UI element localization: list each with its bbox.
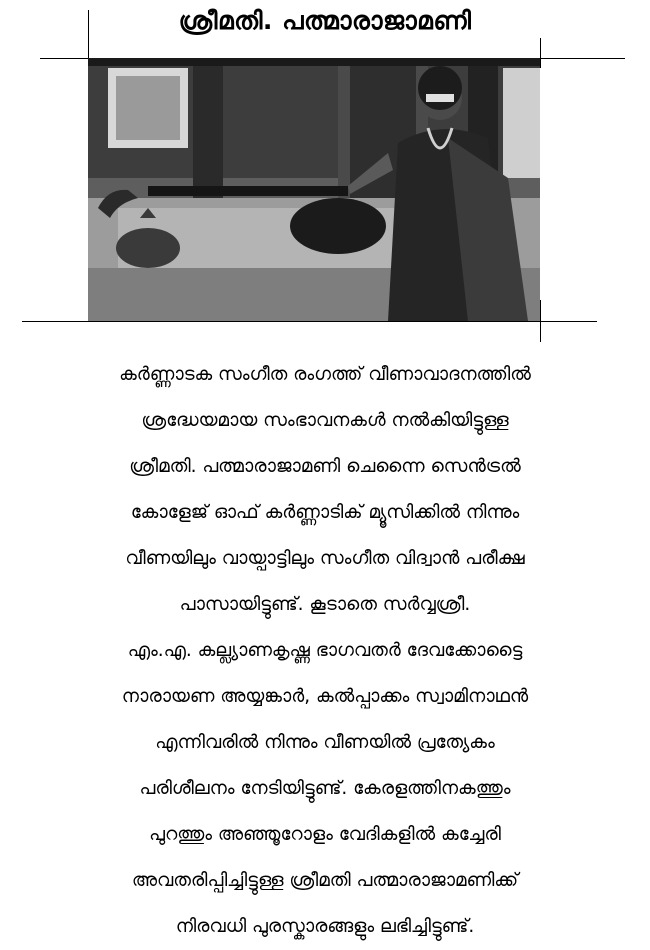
paragraph-line: കർണ്ണാടക സംഗീത രംഗത്ത് വീണാവാദനത്തിൽ bbox=[119, 364, 531, 385]
paragraph-line: കോളേജ് ഓഫ് കർണ്ണാടിക് മ്യൂസിക്കിൽ നിന്നും bbox=[130, 502, 520, 523]
crop-mark-bottom-horizontal bbox=[22, 321, 597, 322]
paragraph-line: എന്നിവരിൽ നിന്നും വീണയിൽ പ്രത്യേകം bbox=[155, 732, 495, 753]
paragraph-line: പാസായിട്ടുണ്ട്. കൂടാതെ സർവ്വശ്രീ. bbox=[179, 594, 471, 615]
paragraph-line: പരിശീലനം നേടിയിട്ടുണ്ട്. കേരളത്തിനകത്തും bbox=[139, 778, 511, 799]
paragraph-line: നിരവധി പുരസ്കാരങ്ങളും ലഭിച്ചിട്ടുണ്ട്. bbox=[175, 916, 475, 937]
portrait-photo-icon bbox=[88, 58, 540, 321]
paragraph-line: നാരായണ അയ്യങ്കാർ, കൽപ്പാക്കം സ്വാമിനാഥൻ bbox=[121, 686, 529, 707]
biography-paragraph bbox=[30, 352, 620, 950]
paragraph-line: വീണയിലും വായ്പാട്ടിലും സംഗീത വിദ്വാൻ പരീക്ഷ bbox=[125, 548, 525, 569]
paragraph-line: എം.എ. കല്ല്യാണകൃഷ്ണ ഭാഗവതർ ദേവക്കോട്ടൈ bbox=[127, 640, 523, 661]
paragraph-line: അവതരിപ്പിച്ചിട്ടുള്ള ശ്രീമതി പത്മാരാജാമണിക്ക് bbox=[131, 870, 519, 891]
page-title: ശ്രീമതി. പത്മാരാജാമണി bbox=[178, 6, 472, 35]
crop-mark-bottom-right-vertical bbox=[540, 300, 541, 342]
paragraph-line: ശ്രീമതി. പത്മാരാജാമണി ചെന്നൈ സെൻട്രൽ bbox=[129, 456, 521, 477]
crop-mark-top-left-vertical bbox=[88, 10, 89, 58]
crop-mark-top-right-vertical bbox=[540, 38, 541, 68]
paragraph-line: പുറത്തും അഞ്ഞൂറോളം വേദികളിൽ കച്ചേരി bbox=[149, 824, 501, 845]
portrait-photo bbox=[88, 58, 540, 321]
paragraph-line: ശ്രദ്ധേയമായ സംഭാവനകൾ നൽകിയിട്ടുള്ള bbox=[141, 410, 509, 431]
